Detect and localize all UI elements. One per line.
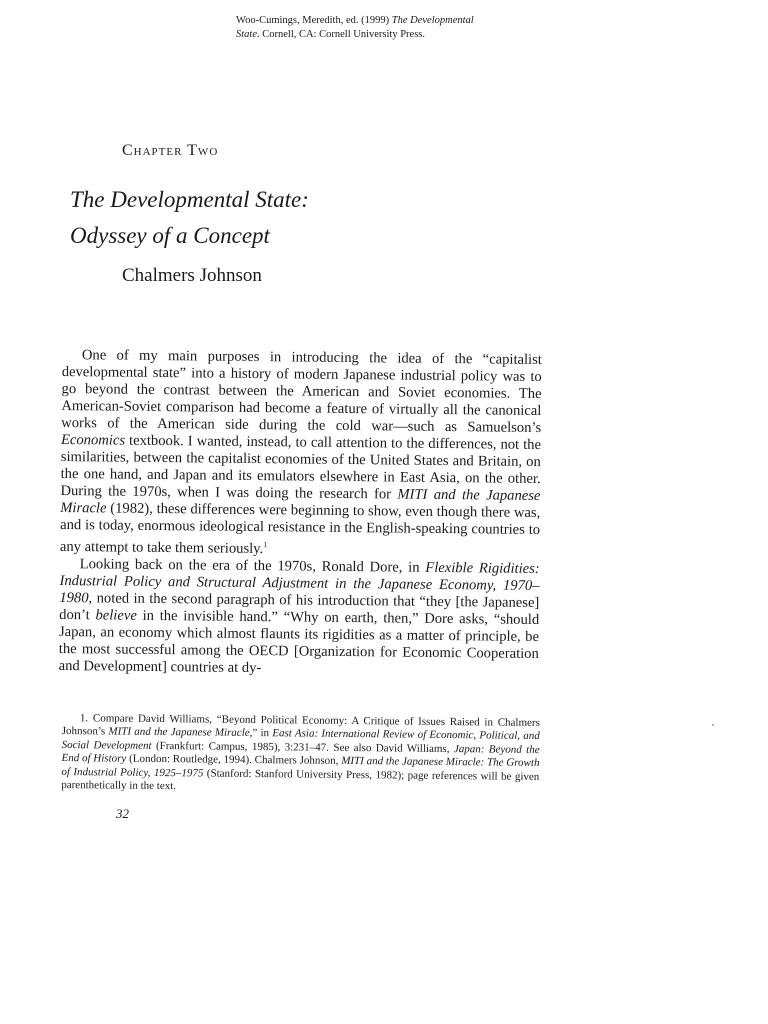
chapter-title-line-1: The Developmental State: [70,187,309,212]
paragraph-2-text: , noted in the second paragraph of his introduction that “they [the Japanese] don’t [59,590,540,624]
citation-italic-title-cont: State [236,29,257,40]
chapter-title [70,182,309,254]
paragraph-1-text: textbook. I wanted, instead, to call attention to the differences, not the similarities, between the capitalist economies of the United States and Britain, on the one hand, and Japan and its emulators elsewhere in East Asia, on the other. During the 1970s, when I was doing the research for [60,432,542,503]
footnote-text: 1. Compare David Williams, “Beyond Political Economy: A Critique of Issues Raised in Chalmers Johnson’s [61,712,540,738]
paragraph-1-text: (1982), these differences were beginning to show, even though there was, and is today, enormous ideological resistance in the English-speaking countries to any attempt to take them seriously. [59,500,541,557]
chapter-label: Chapter Two [122,142,219,159]
paragraph-2-text: Looking back on the era of the 1970s, Ronald Dore, in [79,556,426,576]
footnote [61,712,540,797]
author-name: Chalmers Johnson [122,265,262,286]
footnote-marker: 1 [263,540,268,550]
footnote-text: (London: Routledge, 1994). Chalmers Johnson, [126,752,342,768]
paragraph-1-italic: MITI and the Japanese Miracle [60,486,541,517]
footnote-italic: MITI and the Japanese Miracle: The Growth of Industrial Policy, 1925–1975 [61,755,540,780]
paragraph-1 [60,347,542,561]
footnote-italic: Japan: Beyond the End of History [61,742,540,765]
footnote-italic: MITI and the Japanese Miracle [108,725,250,740]
footnote-text: (Frankfurt: Campus, 1985), 3:231–47. See also David Williams, [151,739,454,755]
citation-italic-title: The Developmental [391,15,474,26]
citation-publisher: . Cornell, CA: Cornell University Press. [257,29,425,40]
paragraph-1-text: One of my main purposes in introducing the idea of the “capitalist developmental state” into a history of modern Japanese industrial policy was to go beyond the contrast between the American and Soviet economies. The American-Soviet comparison had become a feature of virtually all the canonical works of the American side during the cold war—such as Samuelson’s [61,347,542,437]
footnote-text: ,” in [249,727,273,740]
source-citation [236,14,546,42]
page-number: 32 [116,806,129,821]
paragraph-2 [59,556,540,680]
citation-text: Woo-Cumings, Meredith, ed. (1999) [236,15,392,26]
chapter-title-line-2: Odyssey of a Concept [70,223,270,248]
paragraph-2-italic: Flexible Rigidities: Industrial Policy and Structural Adjustment in the Japanese Economy, 1970–1980 [59,559,540,607]
footnote-1 [61,712,540,797]
paragraph-2-italic: believe [95,607,137,624]
footnote-italic: East Asia: International Review of Economic, Political, and Social Development [61,727,540,752]
paragraph-2-text: in the invisible hand.” “Why on earth, then,” Dore asks, “should Japan, an economy which almost flaunts its rigidities as a matter of principle, be the most successful among the OECD [Organization for Economic Cooperation and Development] countries at dy- [58,607,540,676]
paragraph-1-italic: Economics [60,431,126,449]
scan-speck [712,724,714,726]
body-text [59,347,542,680]
footnote-text: (Stanford: Stanford University Press, 1982); page references will be given parenthetically in the text. [61,767,540,793]
